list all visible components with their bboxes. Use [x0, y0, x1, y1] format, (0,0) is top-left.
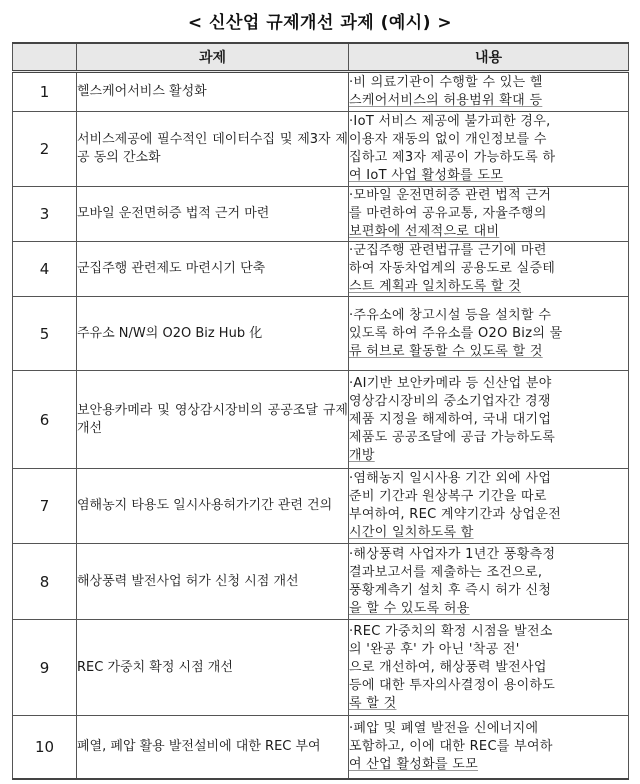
row-number: 3 [13, 187, 77, 242]
content-cell [349, 620, 629, 716]
header-task: 과제 [77, 43, 349, 72]
task-cell: 염해농지 타용도 일시사용허가기간 관련 건의 [77, 469, 349, 544]
row-number: 6 [13, 371, 77, 469]
content-line: 하여 자동차업계의 공용도로 실증테 [349, 261, 556, 276]
content-line: 의 '완공 후' 가 아닌 '착공 전' [349, 641, 520, 657]
content-line: ·주유소에 창고시설 등을 설치할 수 [349, 307, 552, 323]
content-line: 여 산업 활성화를 도모 [349, 756, 479, 772]
content-line: 풍황계측기 설치 후 즉시 허가 신청 [349, 582, 552, 598]
table-row [13, 544, 629, 620]
table-row [13, 371, 629, 469]
table-row [13, 297, 629, 371]
table-header-row [13, 43, 629, 72]
table-row [13, 187, 629, 242]
content-cell [349, 371, 629, 469]
table-row [13, 620, 629, 716]
header-content: 내용 [349, 43, 629, 72]
table-row [13, 112, 629, 187]
content-line: 영상감시장비의 중소기업자간 경쟁 [349, 393, 551, 409]
content-line: 집하고 제3자 제공이 가능하도록 하 [349, 150, 556, 165]
content-line: 있도록 하여 주유소를 O2O Biz의 물 [349, 325, 563, 341]
row-number: 10 [13, 716, 77, 779]
task-cell: REC 가중치 확정 시점 개선 [77, 620, 349, 716]
content-cell [349, 72, 629, 112]
content-line: ·폐압 및 폐열 발전을 신에너지에 [349, 720, 539, 736]
content-line: 개방 [349, 447, 375, 463]
row-number: 1 [13, 72, 77, 112]
page-title: < 신산업 규제개선 과제 (예시) > [187, 13, 453, 33]
content-line: ·REC 가중치의 확정 시점을 발전소 [349, 623, 553, 639]
task-cell: 헬스케어서비스 활성화 [77, 72, 349, 112]
table-row [13, 72, 629, 112]
content-cell [349, 716, 629, 779]
content-line: ·군집주행 관련법규를 근기에 마련 [349, 243, 547, 258]
content-line: ·AI기반 보안카메라 등 신산업 분야 [349, 375, 552, 391]
row-number: 2 [13, 112, 77, 187]
task-cell: 군집주행 관련제도 마련시기 단축 [77, 242, 349, 297]
content-line: 으로 개선하여, 해상풍력 발전사업 [349, 659, 547, 675]
table-row [13, 242, 629, 297]
content-line: 준비 기간과 원상복구 기간을 따로 [349, 489, 547, 504]
regulation-tasks-table [12, 42, 629, 780]
content-line: 스케어서비스의 허용범위 확대 등 [349, 93, 543, 108]
content-line: 등에 대한 투자의사결정이 용이하도 [349, 677, 556, 693]
content-cell [349, 297, 629, 371]
content-line: ·IoT 서비스 제공에 불가피한 경우, [349, 114, 551, 129]
content-line: 포함하고, 이에 대한 REC를 부여하 [349, 738, 553, 754]
row-number: 8 [13, 544, 77, 620]
content-cell [349, 112, 629, 187]
content-line: 시간이 일치하도록 함 [349, 525, 474, 540]
task-cell: 폐열, 폐압 활용 발전설비에 대한 REC 부여 [77, 716, 349, 779]
content-line: 제품 지정을 해제하여, 국내 대기업 [349, 411, 552, 427]
content-line: 보편화에 선제적으로 대비 [349, 224, 500, 239]
row-number: 4 [13, 242, 77, 297]
content-line: 결과보고서를 제출하는 조건으로, [349, 564, 543, 580]
content-line: 여 IoT 사업 활성화를 도모 [349, 168, 504, 183]
content-line: 이용자 재동의 없이 개인정보를 수 [349, 132, 547, 147]
content-cell [349, 544, 629, 620]
content-line: 부여하여, REC 계약기간과 상업운전 [349, 507, 562, 522]
task-cell: 보안용카메라 및 영상감시장비의 공공조달 규제 개선 [77, 371, 349, 469]
table-row [13, 469, 629, 544]
task-cell: 해상풍력 발전사업 허가 신청 시점 개선 [77, 544, 349, 620]
content-line: ·염해농지 일시사용 기간 외에 사업 [349, 471, 552, 486]
table-row [13, 716, 629, 779]
content-line: ·비 의료기관이 수행할 수 있는 헬 [349, 75, 543, 90]
content-line: ·모바일 운전면허증 관련 법적 근거 [349, 188, 552, 203]
row-number: 7 [13, 469, 77, 544]
content-line: 록 할 것 [349, 695, 397, 711]
task-cell: 주유소 N/W의 O2O Biz Hub 化 [77, 297, 349, 371]
content-cell [349, 469, 629, 544]
task-cell: 서비스제공에 필수적인 데이터수집 및 제3자 제공 동의 간소화 [77, 112, 349, 187]
content-line: 을 할 수 있도록 허용 [349, 600, 470, 616]
content-line: ·해상풍력 사업자가 1년간 풍황측정 [349, 546, 556, 562]
row-number: 9 [13, 620, 77, 716]
content-line: 를 마련하여 공유교통, 자율주행의 [349, 206, 547, 221]
content-cell [349, 242, 629, 297]
content-line: 류 허브로 활동할 수 있도록 할 것 [349, 343, 543, 359]
content-line: 제품도 공공조달에 공급 가능하도록 [349, 429, 556, 445]
row-number: 5 [13, 297, 77, 371]
header-number [13, 43, 77, 72]
content-cell [349, 187, 629, 242]
content-line: 스트 계획과 일치하도록 할 것 [349, 279, 522, 294]
task-cell: 모바일 운전면허증 법적 근거 마련 [77, 187, 349, 242]
